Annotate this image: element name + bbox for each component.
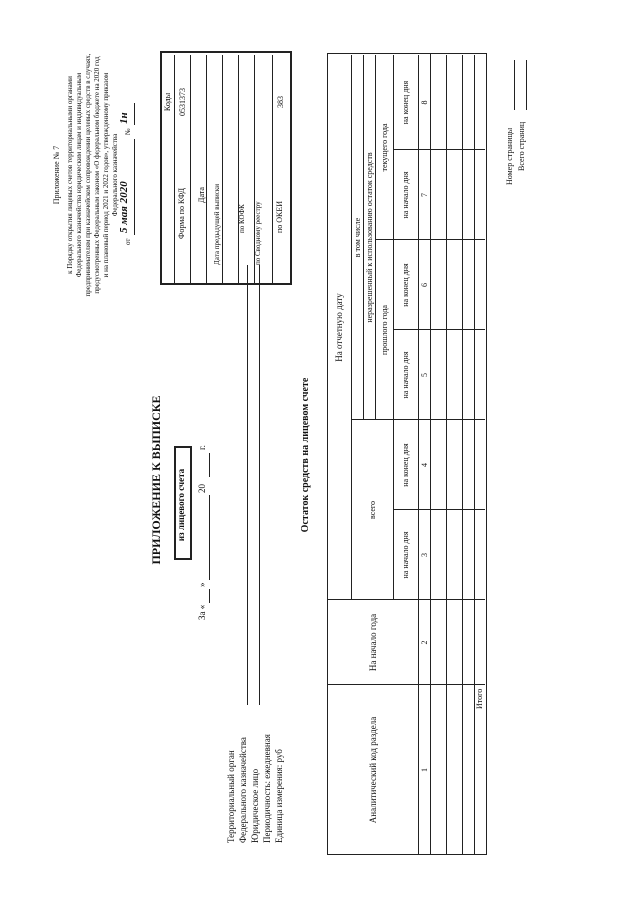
appendix-line: предпринимателям при казначейском сопровождении целевых средств в случаях, (84, 53, 92, 297)
col-number: 7 (419, 193, 429, 197)
code-value-okei: 383 (275, 96, 285, 108)
legal-entity-underline (259, 265, 260, 705)
header-end-day: на конец дня (401, 263, 410, 307)
col-number: 6 (419, 283, 429, 287)
appendix-from-label: от (124, 238, 132, 245)
no-underline (134, 103, 135, 125)
year-underline (209, 453, 210, 477)
header-prev-year: прошлого года (379, 305, 389, 355)
total-row-label: Итого (475, 688, 484, 709)
codes-vertical (174, 284, 288, 285)
codes-header: Коды (162, 92, 172, 112)
date-prefix: За « (197, 604, 207, 620)
code-label-prev-date: Дата предыдущей выписки (213, 183, 221, 265)
appendix-no-label: № (124, 128, 132, 135)
field-territorial-body: Территориальный орган (226, 750, 236, 843)
codes-row-line (254, 55, 255, 285)
header-start-day: на начало дня (401, 351, 410, 399)
col-number: 4 (419, 463, 429, 467)
header-start-day: на начало дня (401, 171, 410, 219)
data-area (430, 53, 487, 855)
header-end-day: на конец дня (401, 80, 410, 125)
col-number: 5 (419, 373, 429, 377)
section-title: Остаток средств на лицевом счете (300, 377, 311, 533)
from-underline (134, 139, 135, 235)
date-mid: » (197, 582, 207, 587)
field-unit: Единица измерения: руб (274, 749, 284, 843)
field-legal-entity: Юридическое лицо (250, 768, 260, 843)
year-suffix: г. (197, 445, 207, 450)
codes-row-line (222, 55, 223, 285)
header-end-day: на конец дня (401, 443, 410, 487)
appendix-line: и на плановый период 2021 и 2022 годов», утвержденному приказом (102, 72, 110, 278)
codes-row-line (190, 55, 191, 285)
appendix-line: Федерального казначейства юридическим лицам и индивидуальным (75, 72, 83, 278)
header-start-day: на начало дня (401, 531, 410, 579)
data-row-line (462, 55, 463, 855)
code-label-form: Форма по КФД (177, 187, 186, 239)
header-total: всего (367, 501, 377, 520)
handwritten-number: 1н (118, 112, 130, 124)
appendix-number: Приложение № 7 (52, 145, 61, 205)
code-label-okei: по ОКЕИ (275, 200, 284, 233)
header-start-year: На начало года (367, 613, 378, 672)
header-report-date: На отчетную дату (334, 293, 344, 362)
col-number: 8 (419, 100, 429, 105)
form-subtitle: из лицевого счета (176, 468, 186, 542)
total-pages-label: Всего страниц (517, 121, 526, 171)
data-row-line (474, 55, 475, 855)
field-treasury: Федерального казначейства (238, 737, 248, 843)
appendix-line: Федерального казначейства (111, 133, 119, 217)
code-label-kofk: по КОФК (238, 204, 246, 233)
header-cur-year: текущего года (379, 123, 389, 172)
month-underline (209, 495, 210, 580)
handwritten-date: 5 мая 2020 (118, 181, 130, 233)
data-row-line (446, 55, 447, 855)
header-in-that: в том числе (352, 217, 362, 258)
appendix-line: к Порядку открытия лицевых счетов территориальными органами (66, 76, 74, 274)
col-number: 2 (419, 640, 429, 645)
field-periodicity: Периодичность: ежедневная (262, 734, 272, 843)
total-pages-underline (526, 60, 527, 110)
page-number-underline (514, 60, 515, 110)
codes-row-line (206, 55, 207, 285)
header-analytic-code: Аналитический код раздела (367, 716, 378, 824)
codes-row-line (238, 55, 239, 285)
form-title: ПРИЛОЖЕНИЕ К ВЫПИСКЕ (149, 395, 163, 565)
year-prefix: 20 (197, 484, 207, 493)
page-number-label: Номер страницы (505, 127, 514, 185)
day-underline (209, 589, 210, 603)
col-number: 3 (419, 553, 429, 557)
code-label-registry: по Сводному реестру (254, 201, 262, 265)
appendix-line: предусмотренных Федеральным законом «О федеральном бюджете на 2020 год (93, 56, 101, 294)
treasury-underline (247, 265, 248, 705)
code-label-date: Дата (197, 187, 206, 203)
code-value-form: 0531373 (177, 88, 187, 116)
col-number: 1 (419, 768, 429, 772)
codes-row-line (272, 55, 273, 285)
header-unused: неразрешенный к использованию остаток средств (364, 152, 374, 323)
